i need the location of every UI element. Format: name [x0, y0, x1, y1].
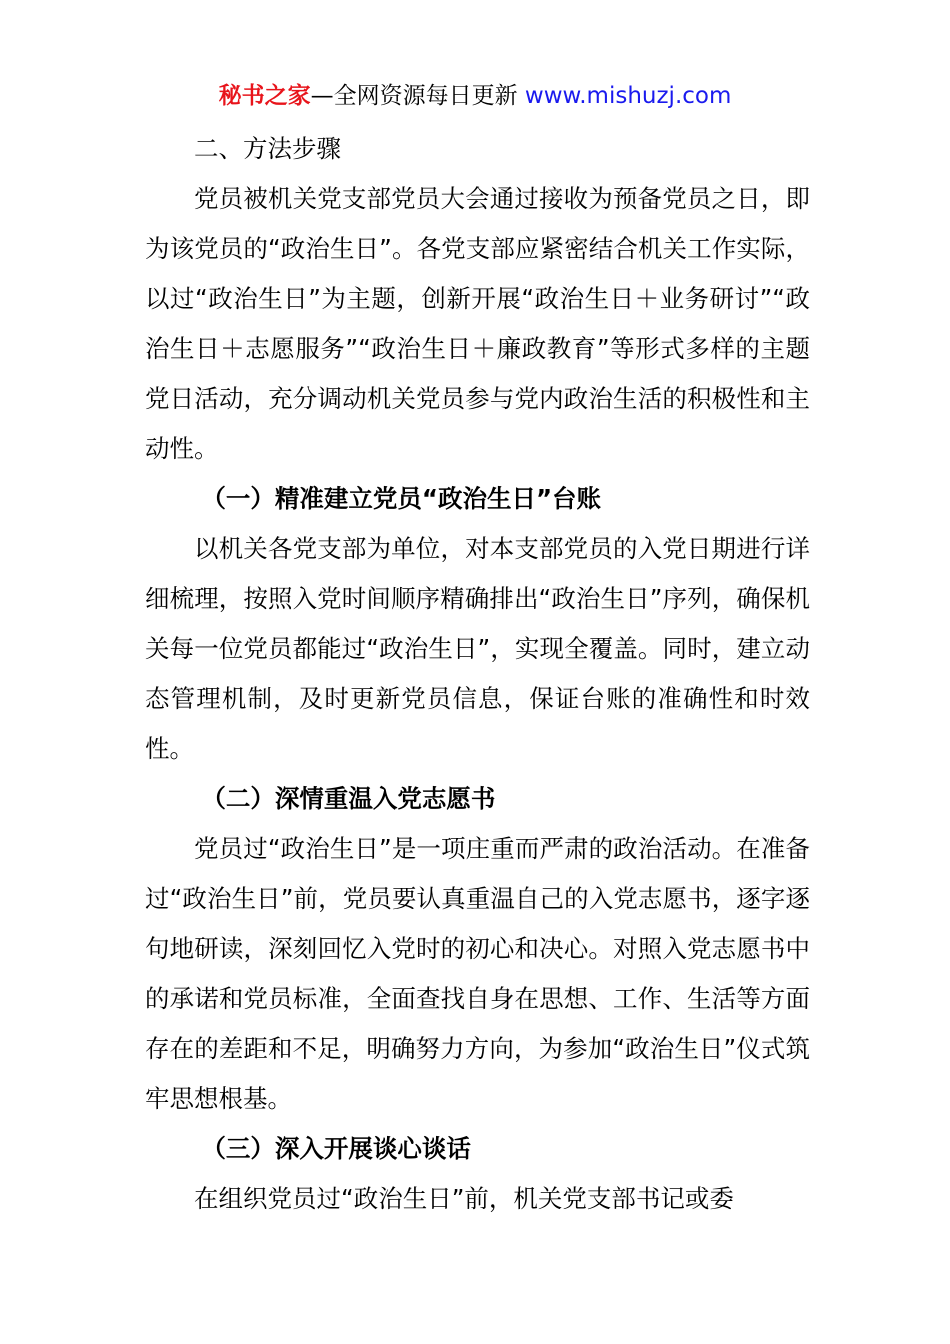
brand-tagline: —全网资源每日更新: [310, 83, 525, 109]
subsection-paragraph-2: 党员过“政治生日”是一项庄重而严肃的政治活动。在准备过“政治生日”前，党员要认真重温自己的入党志愿书，逐字逐句地研读，深刻回忆入党时的初心和决心。对照入党志愿书中的承诺和党员标准，全面查找自身在思想、工作、生活等方面存在的差距和不足，明确努力方向，为参加“政治生日”仪式筑牢思想根基。: [145, 834, 810, 1113]
website-link[interactable]: www.mishuzj.com: [524, 83, 732, 109]
brand-name: 秘书之家: [218, 83, 311, 109]
subsection-paragraph-1: 以机关各党支部为单位，对本支部党员的入党日期进行详细梳理，按照入党时间顺序精确排出“政治生日”序列，确保机关每一位党员都能过“政治生日”，实现全覆盖。同时，建立动态管理机制，及时更新党员信息，保证台账的准确性和时效性。: [145, 534, 810, 763]
subsection-title-1: （一）精准建立党员“政治生日”台账: [201, 484, 602, 513]
intro-paragraph: 党员被机关党支部党员大会通过接收为预备党员之日，即为该党员的“政治生日”。各党支部应紧密结合机关工作实际，以过“政治生日”为主题，创新开展“政治生日＋业务研讨”“政治生日＋志愿服务”“政治生日＋廉政教育”等形式多样的主题党日活动，充分调动机关党员参与党内政治生活的积极性和主动性。: [145, 184, 810, 463]
subsection-title-2: （二）深情重温入党志愿书: [201, 784, 496, 813]
site-banner: [0, 80, 950, 112]
subsection-title-3: （三）深入开展谈心谈话: [201, 1134, 471, 1163]
document-body: [145, 124, 810, 1224]
section-heading: 二、方法步骤: [194, 134, 341, 163]
subsection-paragraph-3: 在组织党员过“政治生日”前，机关党支部书记或委: [194, 1184, 734, 1213]
